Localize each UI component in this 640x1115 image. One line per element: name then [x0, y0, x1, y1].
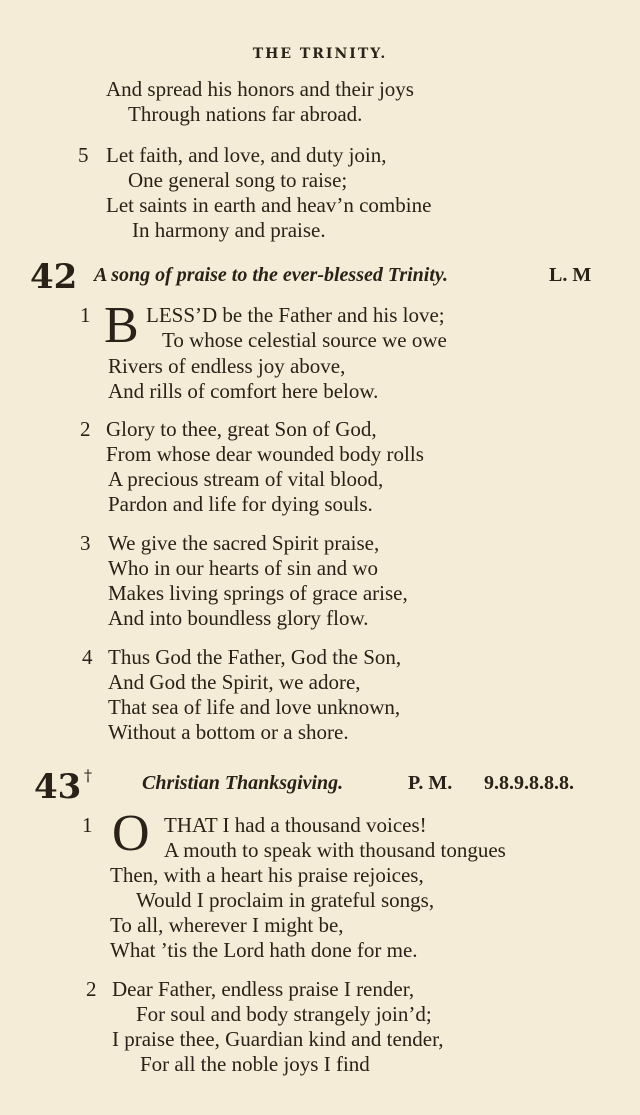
verse-line: Then, with a heart his praise rejoices,	[110, 863, 424, 887]
verse-line: Glory to thee, great Son of God,	[106, 417, 377, 441]
verse-line: I praise thee, Guardian kind and tender,	[112, 1027, 444, 1051]
verse-line: And rills of comfort here below.	[108, 379, 379, 403]
verse-line: Who in our hearts of sin and wo	[108, 556, 379, 580]
verse-line: For all the noble joys I find	[140, 1052, 370, 1076]
verse-line: That sea of life and love unknown,	[108, 695, 401, 719]
stanza-number: 2	[80, 417, 91, 441]
verse-line: Dear Father, endless praise I render,	[112, 977, 415, 1001]
hymn-meter-numbers: 9.8.9.8.8.8.	[484, 772, 574, 794]
hymn-meter: P. M.	[408, 772, 453, 794]
verse-line: One general song to raise;	[128, 168, 348, 192]
stanza-number: 1	[80, 303, 91, 327]
verse-line: LESS’D be the Father and his love;	[146, 303, 445, 327]
verse-line: From whose dear wounded body rolls	[106, 442, 424, 466]
verse-line: A mouth to speak with thousand tongues	[164, 838, 506, 862]
verse-line: Let faith, and love, and duty join,	[106, 143, 387, 167]
verse-line: And spread his honors and their joys	[106, 77, 414, 101]
verse-line: Would I proclaim in grateful songs,	[136, 888, 435, 912]
verse-line: Thus God the Father, God the Son,	[108, 645, 402, 669]
stanza-number: 2	[86, 977, 97, 1001]
verse-line: To whose celestial source we owe	[162, 328, 447, 352]
verse-line: To all, wherever I might be,	[110, 913, 344, 937]
verse-line: And God the Spirit, we adore,	[108, 670, 361, 694]
stanza-number: 1	[82, 813, 93, 837]
hymn-title: Christian Thanksgiving.	[142, 772, 344, 794]
verse-line: Without a bottom or a shore.	[108, 720, 349, 744]
stanza-number: 4	[82, 645, 93, 669]
verse-line: For soul and body strangely join’d;	[136, 1002, 432, 1026]
dagger-mark: †	[84, 766, 92, 785]
verse-line: A precious stream of vital blood,	[108, 467, 384, 491]
hymn-number: 42	[30, 257, 78, 297]
stanza-number: 5	[78, 143, 89, 167]
verse-line: Through nations far abroad.	[128, 102, 363, 126]
verse-line: Let saints in earth and heav’n combine	[106, 193, 432, 217]
verse-line: Rivers of endless joy above,	[108, 354, 346, 378]
drop-cap: B	[104, 297, 139, 354]
verse-line: Makes living springs of grace arise,	[108, 581, 408, 605]
verse-line: We give the sacred Spirit praise,	[108, 531, 380, 555]
verse-line: What ’tis the Lord hath done for me.	[110, 938, 418, 962]
hymn-title: A song of praise to the ever-blessed Trinity.	[94, 264, 449, 286]
hymn-meter: L. M	[549, 264, 592, 286]
verse-line: THAT I had a thousand voices!	[164, 813, 427, 837]
hymn-number: 43	[34, 767, 82, 807]
running-head: THE TRINITY.	[252, 46, 388, 62]
verse-line: Pardon and life for dying souls.	[108, 492, 373, 516]
drop-cap: O	[112, 805, 150, 862]
stanza-number: 3	[80, 531, 91, 555]
verse-line: In harmony and praise.	[132, 218, 326, 242]
verse-line: And into boundless glory flow.	[108, 606, 369, 630]
